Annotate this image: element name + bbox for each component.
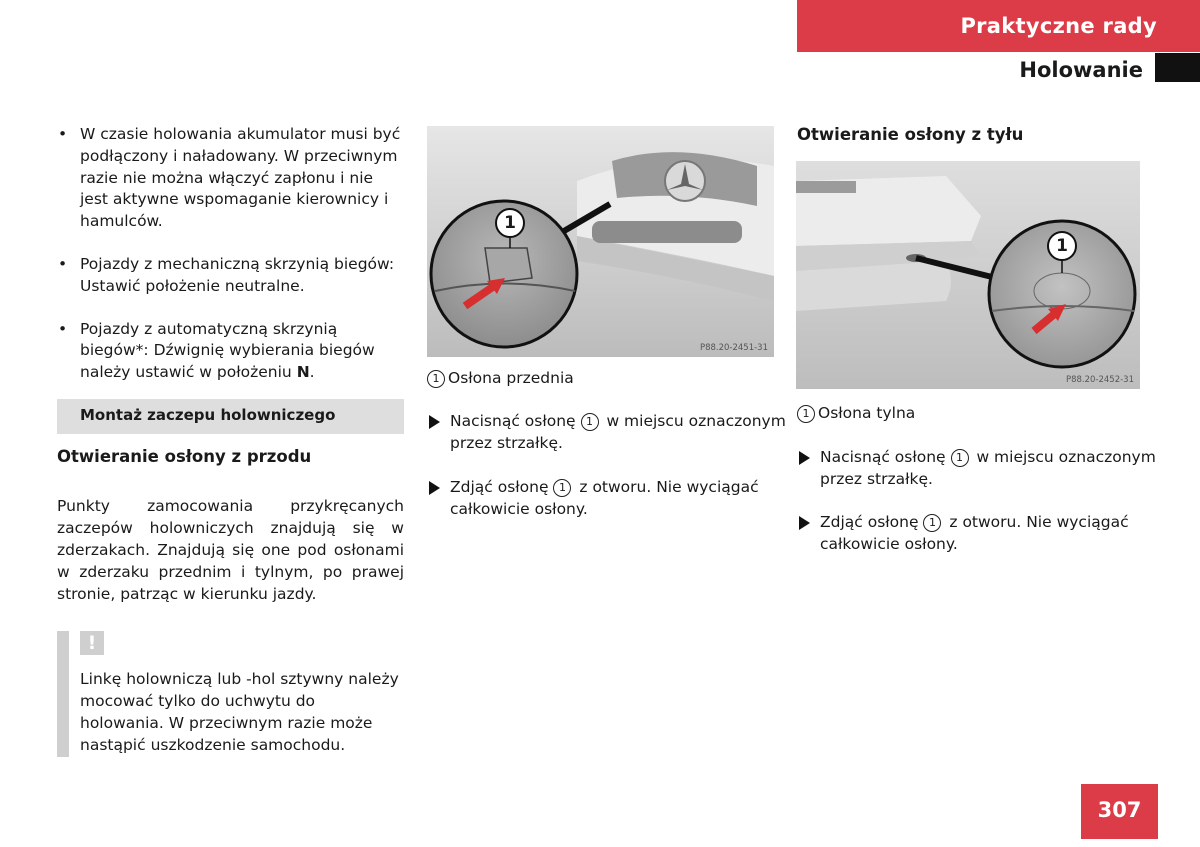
step-text-cont: w miejscu oznaczonym przez strzałkę. — [820, 448, 1156, 488]
step-text-cont: z otworu. Nie wyciągać całkowicie osłony. — [820, 513, 1129, 553]
rear-bumper-figure — [796, 161, 1140, 389]
paragraph: Punkty zamocowania przykręcanych zaczepów holowniczych znajdują się w zderzakach. Znajdują się one pod osłonami w zderzaku przednim i tylnym, po prawej stronie, patrząc w kierunku jazdy. — [57, 497, 404, 603]
step-arrow-icon — [799, 451, 810, 465]
section-title: Praktyczne rady — [960, 14, 1157, 38]
number-circle: 1 — [581, 413, 599, 431]
figure-code: P88.20-2451-31 — [699, 343, 768, 353]
step-text: Zdjąć osłonę — [820, 513, 924, 531]
callout-number: 1 — [1056, 236, 1068, 256]
grey-heading: Montaż zaczepu holowniczego — [57, 399, 404, 434]
step-text-cont: z otworu. Nie wyciągać całkowicie osłony. — [450, 478, 759, 518]
front-bumper-illustration — [427, 126, 774, 357]
number-circle: 1 — [553, 479, 571, 497]
number-circle: 1 — [923, 514, 941, 532]
figure-caption — [797, 403, 915, 423]
gear-position: N — [296, 363, 310, 382]
caption-text: Osłona tylna — [818, 404, 916, 422]
figure-caption — [427, 368, 574, 388]
number-circle: 1 — [797, 405, 815, 423]
warning-text: Linkę holowniczą lub -hol sztywny należy mocować tylko do uchwytu do holowania. W przeciwnym razie może nastąpić uszkodzenie samochodu. — [80, 670, 399, 754]
step-text: Nacisnąć osłonę — [820, 448, 951, 466]
warning-stripe — [57, 631, 69, 757]
heading-rear: Otwieranie osłony z tyłu — [797, 125, 1024, 144]
step-arrow-icon — [429, 481, 440, 495]
bullet-suffix: . — [309, 363, 315, 382]
step-arrow-icon — [799, 516, 810, 530]
instruction-step — [797, 511, 1165, 555]
subsection-title: Holowanie — [1019, 58, 1143, 82]
callout-number: 1 — [504, 213, 516, 233]
bullet-text: Pojazdy z mechaniczną skrzynią biegów: Ustawić położenie neutralne. — [80, 254, 395, 295]
page-number: 307 — [1081, 784, 1158, 839]
figure-code: P88.20-2452-31 — [1065, 375, 1134, 385]
instruction-step — [797, 446, 1165, 490]
number-circle: 1 — [951, 449, 969, 467]
heading-front: Otwieranie osłony z przodu — [57, 447, 312, 466]
instruction-step — [427, 476, 795, 520]
bullet-item — [57, 254, 402, 298]
front-bumper-figure — [427, 126, 774, 357]
caption-text: Osłona przednia — [448, 369, 574, 387]
bullet-text: W czasie holowania akumulator musi być podłączony i naładowany. W przeciwnym razie nie można włączyć zapłonu i nie jest aktywne wspomaganie kierownicy i hamulców. — [80, 125, 401, 231]
step-text: Nacisnąć osłonę — [450, 412, 581, 430]
number-circle: 1 — [427, 370, 445, 388]
step-arrow-icon — [429, 415, 440, 429]
step-text-cont: w miejscu oznaczonym przez strzałkę. — [450, 412, 786, 452]
subsection-marker — [1155, 53, 1200, 82]
bullet-item — [57, 124, 402, 233]
warning-icon: ! — [80, 631, 104, 655]
section-tab — [797, 0, 1200, 52]
bullet-list — [57, 124, 402, 405]
bullet-text: Pojazdy z automatyczną skrzynią biegów*: Dźwignię wybierania biegów należy ustawić w położeniu — [80, 319, 375, 382]
instruction-step — [427, 410, 795, 454]
bullet-item — [57, 319, 402, 384]
step-text: Zdjąć osłonę — [450, 478, 554, 496]
rear-bumper-illustration — [796, 161, 1140, 389]
